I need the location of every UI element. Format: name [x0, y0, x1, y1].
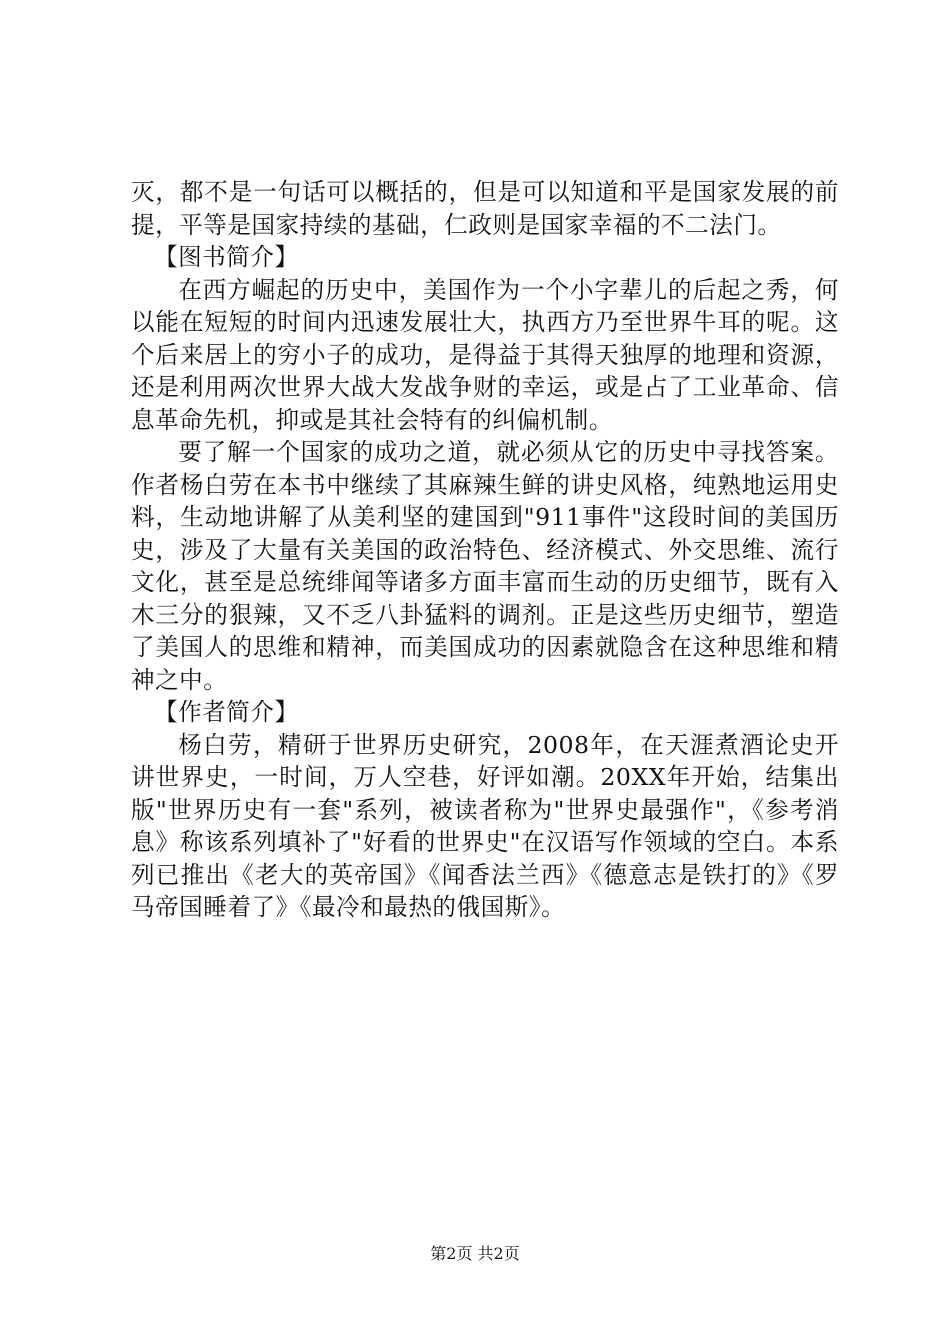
page-number-label: 第2页 共2页 — [430, 1244, 520, 1263]
paragraph-author-intro: 杨白劳，精研于世界历史研究，2008年，在天涯煮酒论史开讲世界史，一时间，万人空巷，好评如潮。20XX年开始，结集出版"世界历史有一套"系列，被读者称为"世界史最强作"，《参考消息》称该系列填补了"好看的世界史"在汉语写作领域的空白。本系列已推出《老大的英帝国》《闻香法兰西》《德意志是铁打的》《罗马帝国睡着了》《最冷和最热的俄国斯》。 — [131, 730, 839, 921]
section-heading-book-intro: 【图书简介】 — [154, 243, 299, 271]
document-body — [131, 176, 839, 924]
page-footer — [0, 1244, 950, 1264]
paragraph-continuation: 灭，都不是一句话可以概括的，但是可以知道和平是国家发展的前提，平等是国家持续的基础，仁政则是国家幸福的不二法门。 — [131, 178, 839, 239]
section-heading-author-intro: 【作者简介】 — [154, 698, 299, 726]
paragraph-book-intro-1: 在西方崛起的历史中，美国作为一个小字辈儿的后起之秀，何以能在短短的时间内迅速发展壮大，执西方乃至世界牛耳的呢。这个后来居上的穷小子的成功，是得益于其得天独厚的地理和资源，还是利用两次世界大战大发战争财的幸运，或是占了工业革命、信息革命先机，抑或是其社会特有的纠偏机制。 — [131, 275, 839, 434]
paragraph-book-intro-2: 要了解一个国家的成功之道，就必须从它的历史中寻找答案。作者杨白劳在本书中继续了其麻辣生鲜的讲史风格，纯熟地运用史料，生动地讲解了从美利坚的建国到"911事件"这段时间的美国历史，涉及了大量有关美国的政治特色、经济模式、外交思维、流行文化，甚至是总统绯闻等诸多方面丰富而生动的历史细节，既有入木三分的狠辣，又不乏八卦猛料的调剂。正是这些历史细节，塑造了美国人的思维和精神，而美国成功的因素就隐含在这种思维和精神之中。 — [131, 438, 839, 694]
